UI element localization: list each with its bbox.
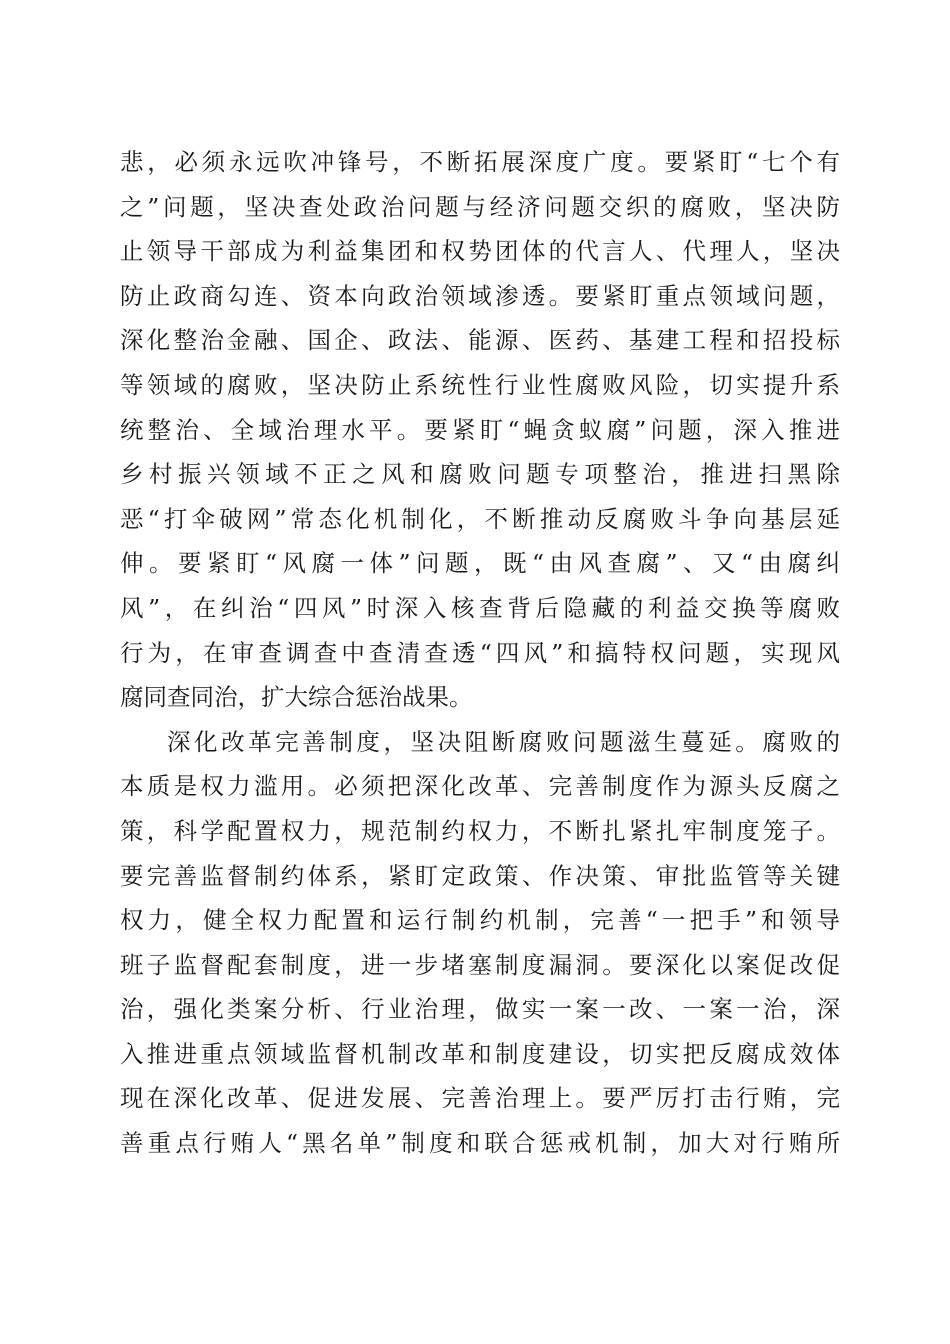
text-line: 悲，必须永远吹冲锋号，不断拓展深度广度。要紧盯“七个有 — [120, 148, 840, 176]
text-line: 防止政商勾连、资本向政治领域渗透。要紧盯重点领域问题， — [120, 281, 840, 310]
text-line: 班子监督配套制度，进一步堵塞制度漏洞。要深化以案促改促 — [120, 950, 840, 979]
text-line: 权力，健全权力配置和运行制约机制，完善“一把手”和领导 — [120, 906, 840, 935]
paragraph-1 — [120, 140, 840, 720]
text-line: 行为，在审查调查中查清查透“四风”和搞特权问题，实现风 — [120, 638, 840, 667]
text-line: 现在深化改革、促进发展、完善治理上。要严厉打击行贿，完 — [120, 1084, 840, 1113]
text-line: 要完善监督制约体系，紧盯定政策、作决策、审批监管等关键 — [120, 861, 840, 890]
text-line: 恶“打伞破网”常态化机制化，不断推动反腐败斗争向基层延 — [120, 504, 840, 533]
body-text — [120, 140, 840, 1166]
text-line: 腐同查同治，扩大综合惩治战果。 — [120, 683, 473, 712]
text-line: 深化整治金融、国企、政法、能源、医药、基建工程和招投标 — [120, 326, 840, 355]
text-line: 入推进重点领域监督机制改革和制度建设，切实把反腐成效体 — [120, 1039, 840, 1068]
text-line: 止领导干部成为利益集团和权势团体的代言人、代理人，坚决 — [120, 237, 840, 266]
text-line: 等领域的腐败，坚决防止系统性行业性腐败风险，切实提升系 — [120, 370, 840, 399]
text-line: 统整治、全域治理水平。要紧盯“蝇贪蚁腐”问题，深入推进 — [120, 415, 840, 444]
text-line: 伸。要紧盯“风腐一体”问题，既“由风查腐”、又“由腐纠 — [120, 549, 840, 578]
text-line: 策，科学配置权力，规范制约权力，不断扎紧扎牢制度笼子。 — [120, 816, 840, 845]
text-line: 乡村振兴领域不正之风和腐败问题专项整治，推进扫黑除 — [120, 460, 840, 489]
text-line: 深化改革完善制度，坚决阻断腐败问题滋生蔓延。腐败的 — [167, 727, 840, 756]
text-line: 本质是权力滥用。必须把深化改革、完善制度作为源头反腐之 — [120, 772, 840, 801]
text-line: 风”，在纠治“四风”时深入核查背后隐藏的利益交换等腐败 — [120, 593, 840, 622]
text-line: 善重点行贿人“黑名单”制度和联合惩戒机制，加大对行贿所 — [120, 1129, 840, 1158]
paragraph-2 — [120, 720, 840, 1166]
text-line: 之”问题，坚决查处政治问题与经济问题交织的腐败，坚决防 — [120, 192, 840, 221]
text-line: 治，强化类案分析、行业治理，做实一案一改、一案一治，深 — [120, 995, 840, 1024]
